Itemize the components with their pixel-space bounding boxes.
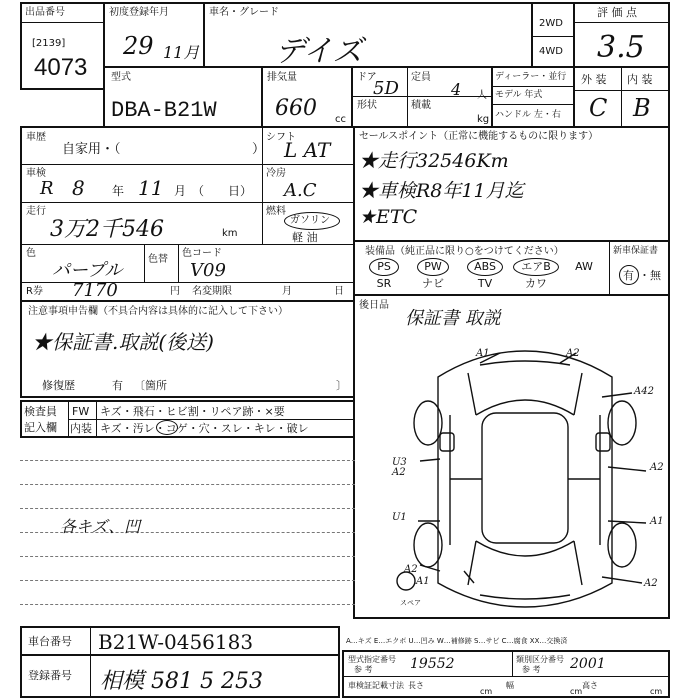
mileage-label: 走行 (26, 206, 46, 217)
damage-a2-rear-left: A2 (404, 564, 418, 575)
color-value: パープル (52, 260, 123, 281)
mileage-value: 3万2千546 (50, 217, 164, 242)
inspection-year-unit: 年 (112, 184, 125, 198)
name-change-month: 月 (282, 286, 292, 297)
equip-pw: PW (424, 260, 442, 273)
shape-label: 形状 (357, 100, 377, 111)
first-registration-month: 11月 (163, 43, 200, 62)
class-value: 2001 (570, 656, 606, 672)
capacity-label: 定員 (411, 72, 431, 83)
load-unit: kg (477, 114, 490, 125)
registration-box (20, 654, 340, 698)
fuel-diesel: 軽 油 (292, 231, 318, 244)
model-year-label: モデル 年式 (495, 90, 543, 100)
size-label: 車検証記載寸法 (348, 681, 404, 690)
inspector-row1: キズ・飛石・ヒビ割・リペア跡・×要 (100, 405, 285, 418)
drive-4wd: 4WD (539, 46, 563, 57)
notes-label: 注意事項申告欄（不具合内容は具体的に記入して下さい） (28, 306, 288, 317)
drive-2wd: 2WD (539, 18, 563, 29)
inspector-interior: 内装 (70, 422, 92, 435)
capacity-unit: 人 (477, 90, 487, 101)
sales-points-label: セールスポイント（正常に機能するものに限ります） (359, 131, 599, 142)
damage-u3a2: U3 A2 (392, 457, 407, 478)
capacity-value: 4 (451, 80, 462, 99)
damage-a1-right: A1 (650, 516, 664, 527)
lot-number-label: 出品番号 (25, 7, 65, 18)
car-name-box (203, 2, 533, 68)
inspection-year: 8 (72, 176, 85, 200)
recycle-unit: 円 (170, 286, 180, 297)
inspection-era: R (40, 178, 54, 199)
inspector-comment: 各キズ、凹 (60, 517, 141, 536)
fuel-label: 燃料 (266, 206, 286, 217)
shift-value: L AT (284, 138, 331, 162)
model-value: DBA-B21W (111, 98, 217, 123)
sales-point-1: ★走行32546Km (359, 150, 509, 172)
ref-label-2: 参 考 (522, 665, 541, 674)
equip-airbag: エアB (521, 260, 551, 273)
chassis-box (20, 626, 340, 656)
sales-point-2: ★車検R8年11月迄 (359, 180, 524, 202)
accessories-label: 後日品 (359, 300, 389, 311)
model-designation-value: 19552 (410, 656, 455, 672)
notes-block (20, 300, 355, 398)
width-unit: cm (570, 687, 583, 696)
equip-tv: TV (477, 277, 493, 290)
inspection-day-close: 日） (228, 184, 253, 198)
sales-point-3: ★ETC (359, 206, 418, 228)
aircon-label: 冷房 (266, 168, 286, 179)
damage-a2-rear-right: A2 (644, 578, 658, 589)
lot-number-box (20, 2, 105, 90)
displacement-box (261, 66, 353, 128)
chassis-label: 車台番号 (28, 635, 72, 648)
grade-label: 評 価 点 (597, 6, 637, 19)
displacement-unit: cc (335, 114, 346, 125)
inspector-row2: キズ・汚レ・コゲ・穴・スレ・キレ・破レ (100, 422, 309, 435)
repair-has: 有 (112, 379, 123, 392)
registration-value: 相模 581 5 253 (100, 669, 263, 694)
repair-label: 修復歴 (42, 379, 75, 392)
aircon-value: A.C (284, 180, 317, 201)
registration-label: 登録番号 (28, 669, 72, 682)
color-code-value: V09 (190, 260, 226, 281)
inspection-label: 車検 (26, 168, 46, 179)
equip-sr: SR (376, 277, 392, 290)
color-change-label: 色替 (148, 254, 168, 265)
ref-label-1: 参 考 (354, 665, 373, 674)
interior-value: B (633, 94, 651, 122)
footer-ref-box (342, 650, 670, 698)
vehicle-info-block (20, 126, 355, 302)
damage-a42: A42 (634, 386, 654, 397)
height-unit: cm (650, 687, 663, 696)
displacement-label: 排気量 (267, 72, 297, 83)
car-name: デイズ (275, 34, 363, 69)
displacement-value: 660 (275, 96, 317, 121)
equip-ps: PS (377, 260, 391, 273)
notes-value: ★保証書.取説(後送) (32, 330, 214, 354)
doors-label: ドア (357, 72, 377, 83)
color-code-label: 色コード (182, 248, 222, 259)
lot-number: 4073 (34, 54, 88, 81)
inspector-block (20, 400, 355, 438)
mileage-unit: km (222, 228, 238, 239)
interior-label: 内 装 (627, 73, 653, 86)
fuel-gasoline: ガソリン (290, 215, 330, 226)
first-registration-label: 初度登録年月 (109, 7, 169, 18)
inspector-label-2: 記入欄 (24, 421, 57, 434)
damage-a1-rear: A1 (416, 576, 430, 587)
drive-type-box (531, 2, 575, 68)
dealer-label: ディーラー・並行 (495, 72, 567, 82)
history-label: 車歴 (26, 132, 46, 143)
shift-label: シフト (266, 132, 296, 143)
damage-legend: A…キズ E…エクボ U…凹み W…補修跡 S…サビ C…腐食 XX…交換済 (346, 637, 568, 645)
recycle-label: R券 (26, 286, 43, 297)
grade-box (573, 2, 670, 68)
first-registration-box (103, 2, 205, 68)
model-label: 型式 (111, 72, 131, 83)
height-label: 高さ (582, 681, 598, 690)
exterior-interior-box (573, 66, 670, 128)
dealer-box (491, 66, 575, 128)
warranty-none: ・無 (639, 269, 661, 282)
inspector-fw: FW (72, 405, 90, 418)
length-label: 長さ (408, 681, 424, 690)
width-label: 幅 (506, 681, 514, 690)
equipment-block (353, 240, 670, 296)
car-damage-diagram (380, 345, 670, 615)
equipment-label: 装備品（純正品に限り○をつけてください） (365, 246, 564, 257)
exterior-value: C (589, 94, 608, 122)
car-name-label: 車名・グレード (209, 7, 279, 18)
history-value: 自家用・（ (62, 142, 121, 157)
model-designation-label: 型式指定番号 (348, 655, 396, 664)
name-change-label: 名変期限 (192, 286, 232, 297)
inspection-month-unit: 月 (174, 184, 187, 198)
first-registration-year: 29 (123, 32, 154, 60)
auction-code: [2139] (32, 38, 66, 49)
chassis-value: B21W-0456183 (98, 630, 254, 654)
inspection-day-open: （ (192, 184, 205, 198)
exterior-label: 外 装 (581, 73, 607, 86)
class-label: 類別区分番号 (516, 655, 564, 664)
doors-value: 5D (373, 78, 399, 99)
warranty-yes: 有 (623, 269, 634, 282)
load-label: 積載 (411, 100, 431, 111)
inspection-month: 11 (138, 176, 164, 200)
grade-value: 3.5 (597, 30, 645, 65)
spare-label: スペア (400, 599, 421, 607)
recycle-value: 7170 (72, 280, 118, 301)
model-box (103, 66, 263, 128)
repair-close: 〕 (336, 379, 347, 392)
damage-a1-front-left: A1 (476, 348, 490, 359)
color-label: 色 (26, 248, 36, 259)
length-unit: cm (480, 687, 493, 696)
equip-abs: ABS (474, 260, 496, 273)
handle-label: ハンドル 左・右 (495, 110, 561, 120)
equip-leather: カワ (525, 277, 547, 290)
damage-a2-front-right: A2 (566, 348, 580, 359)
inspector-label-1: 検査員 (24, 405, 57, 418)
accessories-value: 保証書 取説 (405, 308, 501, 329)
repair-place: 〔箇所 (134, 379, 167, 392)
history-close: ） (252, 142, 266, 157)
damage-a2-right: A2 (650, 462, 664, 473)
equip-navi: ナビ (422, 277, 444, 290)
doors-capacity-box (351, 66, 493, 128)
sales-points-block (353, 126, 670, 242)
damage-u1: U1 (392, 512, 407, 523)
name-change-day: 日 (334, 286, 344, 297)
new-warranty-label: 新車保証書 (613, 246, 659, 256)
equip-aw: AW (575, 260, 593, 273)
